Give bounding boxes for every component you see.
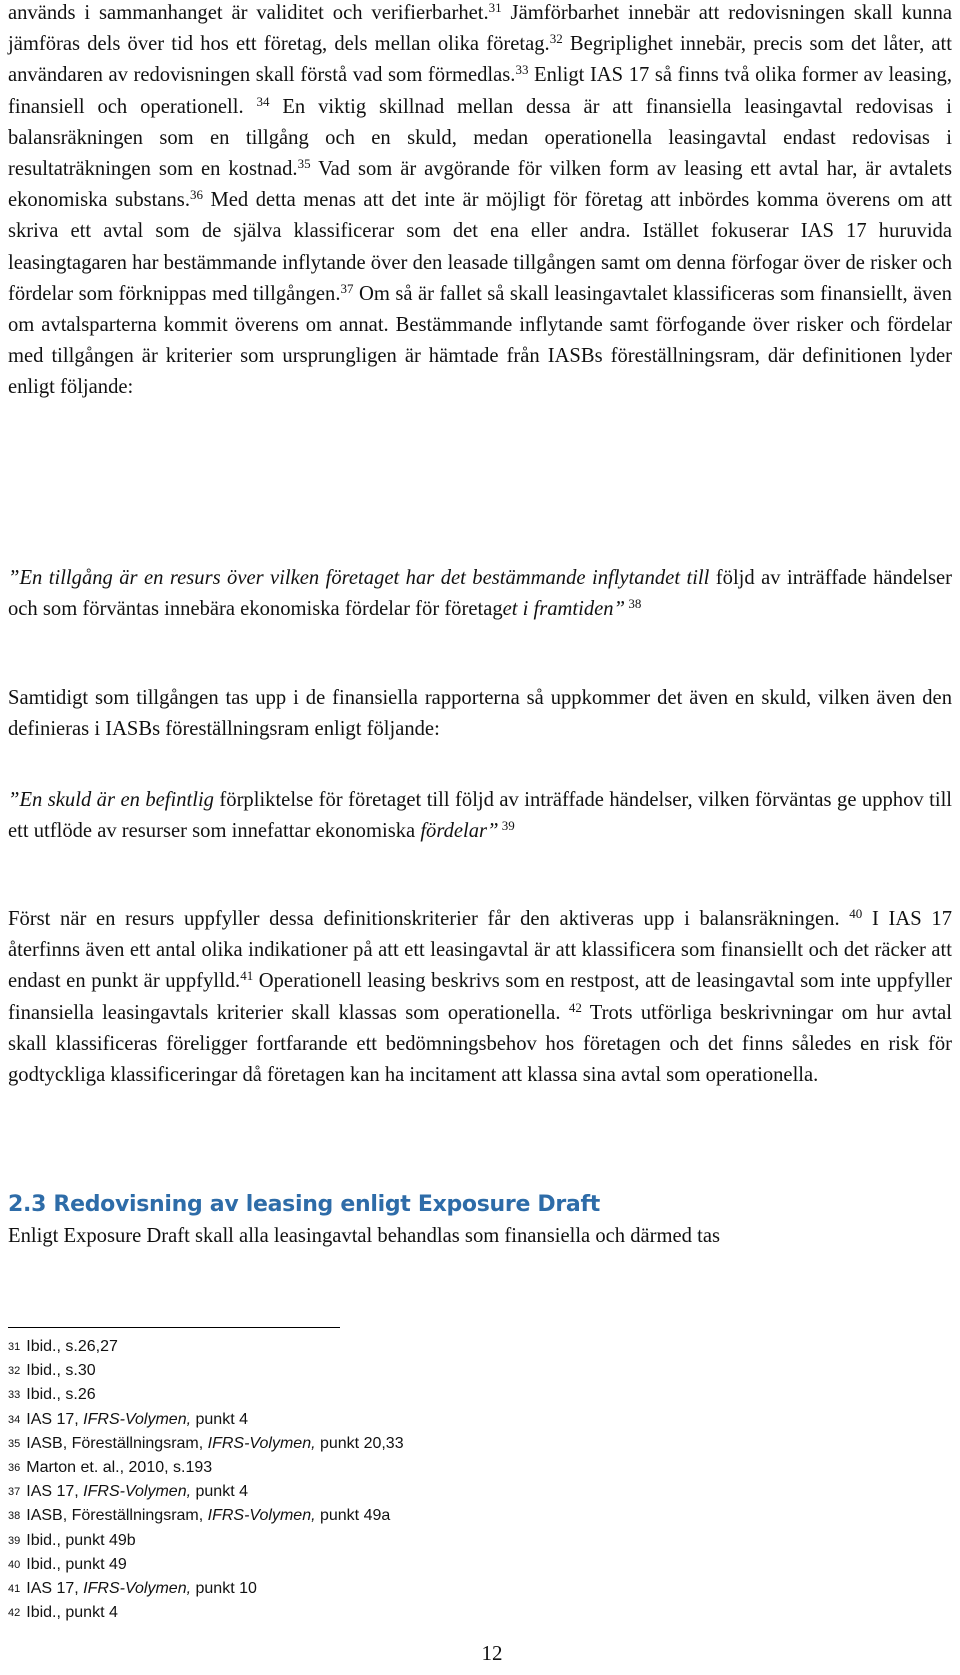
footnote-item (8, 1601, 708, 1625)
text-run: IASB, Föreställningsram, (26, 1434, 208, 1452)
paragraph (8, 904, 952, 1091)
text-run: punkt 20,33 (315, 1434, 404, 1452)
footnote-reference: 39 (498, 818, 515, 834)
paragraph (8, 563, 952, 625)
text-run: Begriplighet innebär, precis som det låter, att användaren av redovisningen skall förstå vad som förmedlas. (8, 33, 952, 87)
text-run: Ibid., punkt 4 (26, 1604, 118, 1622)
section-heading: 2.3 Redovisning av leasing enligt Exposure Draft (8, 1192, 600, 1217)
text-run: Ibid., punkt 49b (26, 1531, 136, 1549)
footnote-number: 36 (8, 1462, 21, 1475)
italic-text: IFRS-Volymen, (83, 1483, 192, 1501)
italic-text: IFRS-Volymen, (207, 1507, 316, 1525)
paragraph (8, 1221, 952, 1252)
text-run: Med detta menas att det inte är möjligt för företag att inbördes komma överens om att skriva ett avtal som de själva klassificerar som det ena eller andra. Istället fokuserar IAS 17 huruvida leasingtagaren har bestämmande inflytande över den leasade tillgången samt om denna förfogar över de risker och fördelar som förknippas med tillgången. (8, 189, 952, 305)
text-run: Vad som är avgörande för vilken form av leasing ett avtal har, är avtalets ekonomiska substans. (8, 158, 953, 212)
italic-text: ”En tillgång är en resurs över vilken företaget har det bestämmande inflytandet till (8, 567, 710, 589)
footnote-item (8, 1359, 708, 1383)
text-run: IAS 17, (26, 1410, 84, 1428)
text-run: Ibid., s.30 (26, 1362, 96, 1380)
italic-text: fördelar” (420, 820, 499, 843)
text-run: Ibid., s.26,27 (26, 1338, 118, 1355)
text-run: Samtidigt som tillgången tas upp i de finansiella rapporterna så uppkommer det även en skuld, vilken även den definieras i IASBs föreställningsram enligt följande: (8, 687, 952, 741)
text-run: används i sammanhanget är validitet och verifierbarhet. (8, 2, 489, 24)
italic-text: et i framtiden” (502, 598, 626, 621)
footnote-reference: 34 (256, 93, 270, 109)
footnote-reference: 37 (340, 280, 354, 296)
text-run: följd av inträffade händelser och som förväntas innebära ekonomiska fördelar för företag (8, 567, 952, 621)
document-page (8, 0, 952, 1675)
footnote-reference: 41 (240, 968, 254, 984)
text-run: En viktig skillnad mellan dessa är att finansiella leasingavtal redovisas i balansräkningen som en tillgång och en skuld, medan operationella leasingavtal endast redovisas i resultaträkningen som en kostnad. (8, 95, 952, 181)
footnote-item (8, 1456, 708, 1480)
text-run: IAS 17, (26, 1580, 84, 1598)
footnote-item (8, 1383, 708, 1407)
text-run: punkt 4 (191, 1410, 248, 1428)
footnote-item (8, 1529, 708, 1553)
footnote-number: 31 (8, 1341, 21, 1353)
footnote-reference: 38 (625, 596, 642, 612)
paragraph (8, 683, 952, 745)
text-run: Trots utförliga beskrivningar om hur avtal skall klassificeras föreligger fortfarande ett bedömningsbehov hos företagen och det finns således en risk för godtyckliga klassificeringar då företagen kan ha incitament att klassa sina avtal som operationella. (8, 1001, 952, 1087)
text-run: Ibid., s.26 (26, 1386, 96, 1404)
footnote-number: 35 (8, 1437, 21, 1450)
italic-text: ”En skuld är en befintlig (8, 789, 214, 811)
footnote-reference: 40 (849, 906, 863, 921)
text-run: förpliktelse för företaget till följd av inträffade händelser, vilken förväntas ge upphov till ett utflöde av resurser som innefattar ekonomiska (8, 789, 953, 843)
footnote-reference: 32 (549, 31, 563, 47)
footnote-item (8, 1335, 708, 1359)
footnote-number: 37 (8, 1486, 21, 1499)
text-run: IAS 17, (26, 1483, 84, 1501)
footnote-number: 38 (8, 1510, 21, 1523)
text-run: Om så är fallet så skall leasingavtalet klassificeras som finansiellt, även om avtalsparterna kommit överens om annat. Bestämmande inflytande samt förfogande över risker och fördelar med tillgången är kriterier som ursprungligen är hämtade från IASBs föreställningsram, där definitionen lyder enligt följande: (8, 282, 952, 399)
footnote-number: 41 (8, 1583, 21, 1596)
footnote-number: 42 (8, 1607, 21, 1620)
footnote-item (8, 1553, 708, 1577)
footnote-number: 39 (8, 1534, 21, 1547)
text-run: I IAS 17 återfinns även ett antal olika indikationer på att ett leasingavtal är att klassificera som finansiellt och det räcker att endast en punkt är uppfylld. (8, 908, 952, 993)
text-run: Ibid., punkt 49 (26, 1555, 127, 1573)
footnote-number: 34 (8, 1413, 21, 1426)
text-run: IASB, Föreställningsram, (26, 1507, 208, 1525)
footnote-item (8, 1577, 708, 1601)
footnote-reference: 33 (515, 62, 529, 78)
text-run: Enligt Exposure Draft skall alla leasingavtal behandlas som finansiella och därmed tas (8, 1225, 720, 1247)
footnote-number: 33 (8, 1389, 21, 1402)
footnote-separator (8, 1327, 340, 1328)
footnote-item (8, 1432, 708, 1456)
page-number: 12 (481, 1641, 503, 1665)
footnote-item (8, 1504, 708, 1528)
footnote-reference: 31 (488, 0, 502, 15)
footnote-number: 40 (8, 1558, 21, 1571)
text-run: Enligt IAS 17 så finns två olika former av leasing, finansiell och operationell. (8, 64, 952, 118)
footnote-item (8, 1408, 708, 1432)
footnote-reference: 36 (189, 187, 203, 203)
text-run: Marton et. al., 2010, s.193 (26, 1459, 213, 1477)
italic-text: IFRS-Volymen, (83, 1580, 192, 1598)
text-run: Operationell leasing beskrivs som en restpost, att de leasingavtal som inte uppfyller finansiella leasingavtals kriterier skall klassas som operationella. (8, 970, 953, 1024)
footnote-reference: 35 (297, 156, 311, 172)
italic-text: IFRS-Volymen, (83, 1410, 192, 1428)
footnote-number: 32 (8, 1365, 21, 1378)
italic-text: IFRS-Volymen, (207, 1434, 316, 1452)
footnote-item (8, 1480, 708, 1504)
text-run: Jämförbarhet innebär att redovisningen skall kunna jämföras dels över tid hos ett företag, dels mellan olika företag. (8, 2, 953, 56)
footnote-list (8, 1335, 708, 1625)
footnote-reference: 42 (568, 999, 582, 1015)
text-run: punkt 49a (315, 1507, 391, 1525)
paragraph (8, 0, 952, 404)
text-run: punkt 10 (191, 1580, 257, 1598)
text-run: punkt 4 (191, 1483, 248, 1501)
text-run: Först när en resurs uppfyller dessa definitionskriterier får den aktiveras upp i balansräkningen. (8, 908, 850, 930)
paragraph (8, 785, 952, 847)
